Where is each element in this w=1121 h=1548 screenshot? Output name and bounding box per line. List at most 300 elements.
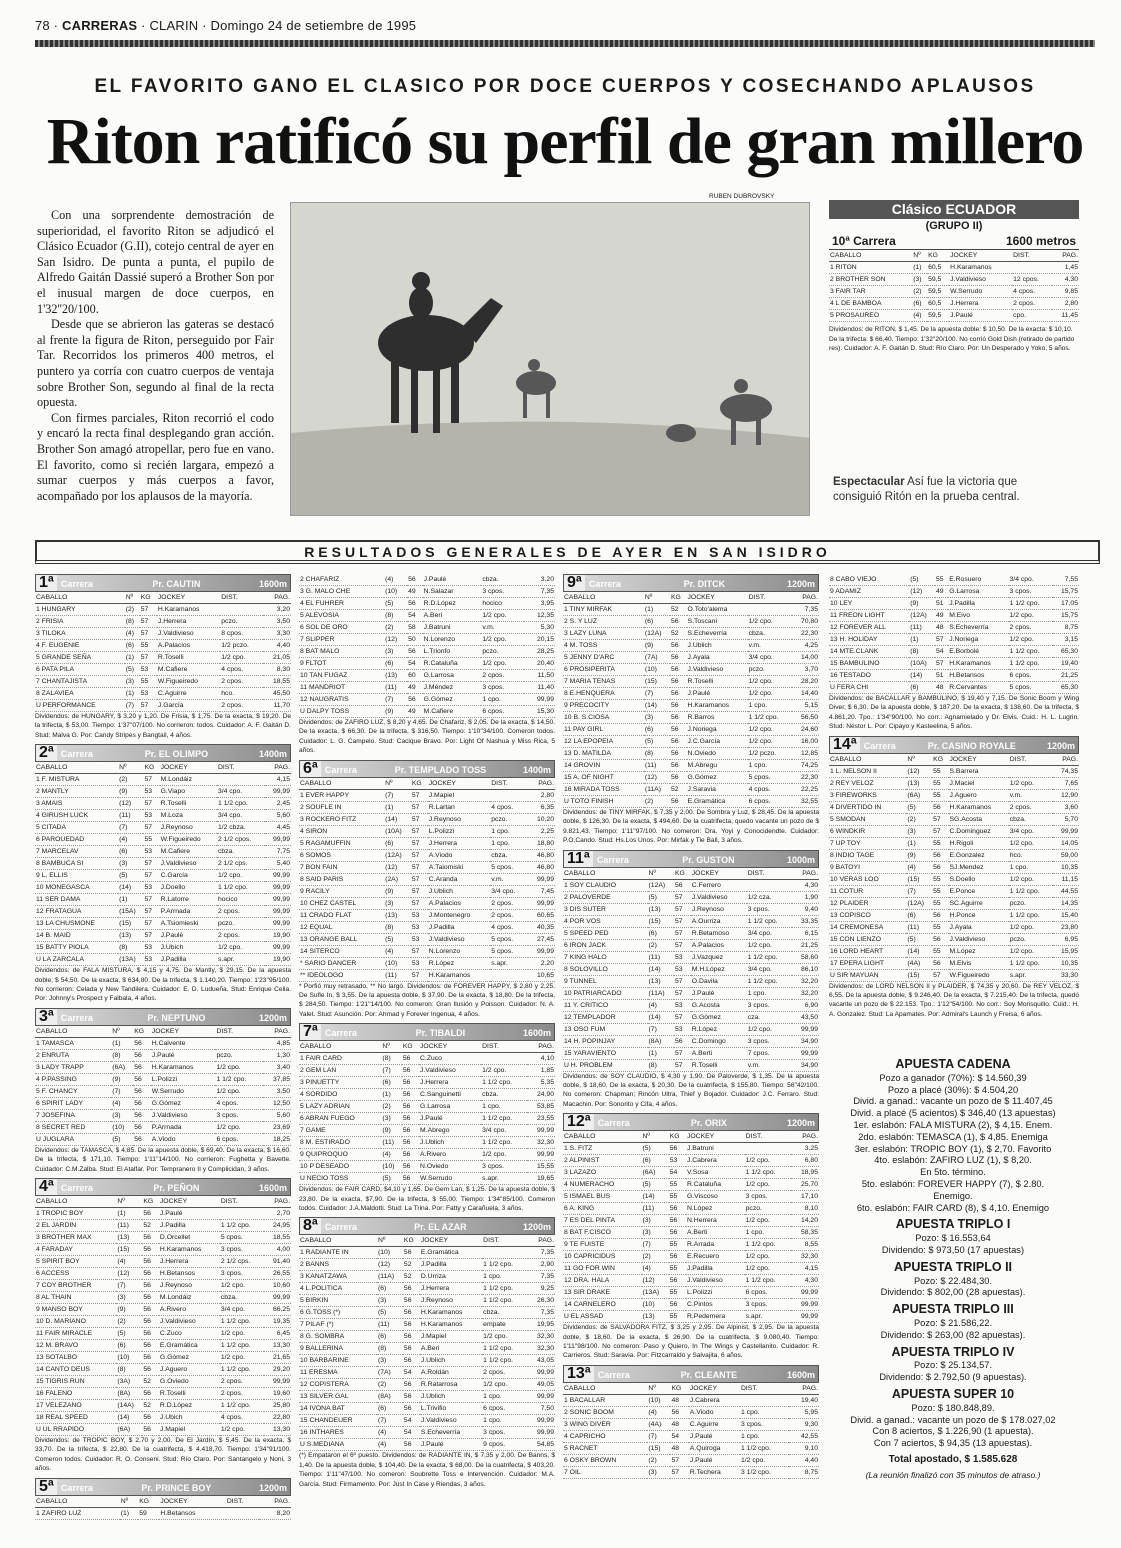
- payout: 32,30: [791, 1251, 819, 1263]
- race-block: [35, 1478, 291, 1520]
- table-cell: 57: [411, 801, 428, 813]
- table-cell: 1/2 cpo.: [748, 676, 793, 688]
- table-cell: S.Echeverría: [687, 628, 748, 640]
- table-cell: 1/2 cpo.: [482, 1331, 528, 1343]
- table-cell: (3): [906, 825, 932, 837]
- table-cell: 56: [403, 1307, 420, 1319]
- horse-name: 1 ZAFIRO LUZ: [35, 1507, 120, 1519]
- table-cell: 2 cpos.: [481, 670, 524, 682]
- horse-name: 11 COTUR: [829, 885, 906, 897]
- horse-name: 12 DRA. HALA: [563, 1275, 642, 1287]
- col-header: DIST.: [481, 1041, 527, 1053]
- race-photo: [290, 202, 810, 516]
- horse-name: U NECIO TOSS: [299, 1173, 381, 1185]
- table-cell: (2): [377, 1379, 403, 1391]
- table-cell: 49: [935, 610, 948, 622]
- table-row: [35, 918, 291, 930]
- horse-name: 13 SOTALBO: [35, 1352, 116, 1364]
- table-cell: 1 1/2 cpo.: [1009, 885, 1053, 897]
- horse-name: 16 FALENO: [35, 1388, 116, 1400]
- table-cell: 1 cpo.: [482, 1391, 528, 1403]
- table-row: [563, 891, 819, 903]
- table-cell: pczo.: [1009, 897, 1053, 909]
- payout: 15,55: [527, 1161, 555, 1173]
- bet-line: Pozo a placé (30%): $ 4.504,20: [887, 1084, 1019, 1095]
- bet-title: APUESTA SUPER 10: [891, 1386, 1015, 1401]
- table-cell: 55: [932, 897, 948, 909]
- horse-name: 2 S. Y LUZ: [563, 616, 644, 628]
- table-row: [299, 706, 555, 718]
- table-cell: J.Paulé: [689, 1454, 740, 1466]
- table-cell: G.Gómez: [151, 1097, 216, 1109]
- table-cell: 56: [403, 1295, 420, 1307]
- bet-line: Dividendo: $ 973,50 (17 apuestas): [881, 1244, 1025, 1255]
- table-cell: 57: [935, 658, 948, 670]
- race-table: [299, 574, 555, 718]
- table-cell: 56: [402, 1077, 419, 1089]
- table-row: [563, 1167, 819, 1179]
- table-row: [563, 712, 819, 724]
- horse-name: U FERA CHI: [829, 682, 909, 694]
- table-row: [299, 825, 555, 837]
- table-cell: 56: [669, 1299, 686, 1311]
- table-cell: hco.: [220, 688, 263, 700]
- table-row: [35, 954, 291, 966]
- table-cell: 2 cpos.: [1012, 298, 1052, 310]
- table-cell: 3 cpos.: [220, 1268, 265, 1280]
- bet-title: APUESTA CADENA: [895, 1057, 1011, 1071]
- table-row: [35, 1220, 291, 1232]
- payout: 91,40: [264, 1256, 291, 1268]
- table-cell: 5 cpos.: [748, 772, 793, 784]
- table-cell: 1/2 cpo.: [215, 1061, 262, 1073]
- horse-name: 3 LADY TRAPP: [35, 1061, 111, 1073]
- payout: 33,35: [792, 915, 819, 927]
- horse-name: 10 CAPRICIDUS: [563, 1251, 642, 1263]
- table-cell: [490, 969, 528, 981]
- table-cell: 1 1/2 cpo.: [481, 1137, 527, 1149]
- horse-name: 4 L.POLITICA: [299, 1283, 377, 1295]
- table-row: [299, 801, 555, 813]
- table-header-row: [299, 1235, 555, 1247]
- table-cell: J.Valdivieso: [160, 858, 217, 870]
- table-cell: 56: [407, 694, 423, 706]
- table-cell: 56: [402, 1089, 419, 1101]
- horse-name: 7 JOSEFINA: [35, 1109, 111, 1121]
- table-cell: 48: [935, 622, 948, 634]
- table-row: [299, 1415, 555, 1427]
- headline: Riton ratificó su perfil de gran millero: [46, 105, 1084, 178]
- payout: 10,65: [528, 969, 555, 981]
- payout: 17,05: [1053, 598, 1079, 610]
- table-cell: cbza.: [1009, 813, 1053, 825]
- col-header: DIST.: [220, 592, 263, 604]
- table-cell: A.Beri: [420, 1343, 482, 1355]
- table-cell: J.Paulé: [949, 310, 1012, 322]
- table-cell: 56: [403, 1319, 420, 1331]
- payout: 5,15: [792, 700, 819, 712]
- table-cell: (7A): [644, 652, 670, 664]
- table-cell: (6A): [642, 1167, 669, 1179]
- table-cell: (12): [384, 634, 407, 646]
- payout: 14,40: [792, 688, 819, 700]
- horse-name: 4 SORDIDO: [299, 1089, 381, 1101]
- horse-name: U DALPY TOSS: [299, 706, 384, 718]
- table-header-row: [829, 754, 1079, 766]
- table-cell: J.Ubich: [159, 1412, 220, 1424]
- payout: 66,25: [264, 1304, 291, 1316]
- table-cell: 56: [142, 1316, 159, 1328]
- horse-name: 9 FLTOT: [299, 658, 384, 670]
- bet-line: 5to. eslabón: FOREVER HAPPY (7), $ 2.80.: [861, 1178, 1045, 1189]
- table-cell: S.Echeverría: [948, 622, 1008, 634]
- table-cell: [215, 1037, 262, 1049]
- payout: 29,20: [264, 1364, 291, 1376]
- table-cell: (11): [116, 1220, 142, 1232]
- table-body: [563, 1394, 819, 1478]
- table-row: [563, 1394, 819, 1406]
- table-cell: (2): [118, 774, 143, 786]
- table-cell: 53: [411, 957, 428, 969]
- page-number: 78: [35, 18, 50, 33]
- table-row: [563, 903, 819, 915]
- table-cell: 53: [411, 909, 428, 921]
- table-cell: 1 1/2 cpo.: [220, 1340, 265, 1352]
- race-prize: Pr. PRINCE BOY: [141, 1482, 212, 1493]
- table-cell: (3): [384, 646, 407, 658]
- horse-name: 5 RAGAMUFFIN: [299, 837, 384, 849]
- table-row: [563, 915, 819, 927]
- payout: 74,25: [792, 760, 819, 772]
- table-row: [563, 1454, 819, 1466]
- horse-name: 9 MANSO BOY: [35, 1304, 116, 1316]
- horse-name: 2 PALOVERDE: [563, 891, 648, 903]
- table-cell: 1/2 cpo.: [747, 1023, 792, 1035]
- table-row: [35, 688, 291, 700]
- payout: 3,60: [1053, 801, 1079, 813]
- horse-name: 4 EL FUHRER: [299, 598, 384, 610]
- race-header: [563, 574, 819, 592]
- table-cell: 4 cpos.: [748, 784, 793, 796]
- horse-name: 7 BON FAIN: [299, 861, 384, 873]
- table-cell: (5): [384, 598, 407, 610]
- table-cell: (4): [912, 310, 927, 322]
- table-row: [563, 1047, 819, 1059]
- table-cell: H.Karamanos: [949, 262, 1012, 274]
- table-cell: (11A): [648, 987, 674, 999]
- table-cell: J.Valdivieso: [691, 891, 747, 903]
- table-cell: (6): [377, 1403, 403, 1415]
- payout: 21,25: [792, 939, 819, 951]
- payout: 1,90: [792, 891, 819, 903]
- table-row: [35, 1037, 291, 1049]
- payout: 19,95: [528, 1319, 555, 1331]
- table-cell: 1/2 cpo.: [1009, 610, 1053, 622]
- col-header: DIST.: [747, 868, 792, 880]
- col-header: CABALLO: [563, 592, 644, 604]
- table-cell: 56: [142, 1424, 159, 1436]
- table-cell: A.Quiroga: [689, 1442, 740, 1454]
- horse-name: 3 ROCKERO FITZ: [299, 813, 384, 825]
- race-prize: Pr. GUSTON: [682, 854, 735, 865]
- table-cell: s.apr.: [481, 1173, 527, 1185]
- payout: 99,99: [528, 1391, 555, 1403]
- horse-name: 2 MANTLY: [35, 786, 118, 798]
- table-cell: (11): [118, 810, 143, 822]
- table-cell: 56: [402, 1113, 419, 1125]
- payout: 19,90: [265, 954, 291, 966]
- table-cell: J.Herrera: [428, 837, 490, 849]
- horse-name: 7 MARIA TENAS: [563, 676, 644, 688]
- table-cell: J.Valdivieso: [157, 628, 220, 640]
- table-cell: 1 1/2 cpo.: [482, 1259, 528, 1271]
- col-header: CABALLO: [563, 1383, 647, 1395]
- race-header: [35, 1478, 291, 1496]
- table-cell: 57: [143, 906, 159, 918]
- lead-article: [37, 208, 274, 504]
- table-cell: (5): [381, 1173, 401, 1185]
- table-cell: L.Polizzi: [151, 1073, 216, 1085]
- table-cell: 57: [143, 870, 159, 882]
- table-cell: 1/2 cpo.: [1009, 921, 1053, 933]
- race-label: Carrera: [60, 1183, 93, 1194]
- table-cell: 3 cpos.: [747, 999, 792, 1011]
- table-cell: (1): [384, 801, 411, 813]
- horse-name: 6 ABRAN FUEGO: [299, 1113, 381, 1125]
- table-cell: (15): [644, 676, 670, 688]
- table-cell: 48: [670, 1442, 688, 1454]
- horse-name: 4 SIRON: [299, 825, 384, 837]
- table-cell: (3): [118, 858, 143, 870]
- table-cell: 56: [407, 574, 423, 586]
- table-row: [35, 1364, 291, 1376]
- table-cell: (11): [909, 622, 935, 634]
- payout: 7,35: [524, 586, 555, 598]
- table-row: [35, 1085, 291, 1097]
- table-cell: G.Larrosa: [948, 586, 1008, 598]
- horse-name: 2 SOUFLE IN: [299, 801, 384, 813]
- table-cell: 60: [407, 670, 423, 682]
- col-header: JOCKEY: [686, 1131, 745, 1143]
- table-row: [299, 1355, 555, 1367]
- table-row: [829, 765, 1079, 777]
- table-row: [563, 748, 819, 760]
- payout: 32,30: [528, 1343, 555, 1355]
- table-cell: 1 cpo.: [740, 1406, 789, 1418]
- table-cell: (8): [644, 748, 670, 760]
- table-cell: 56: [403, 1247, 420, 1259]
- table-cell: J.Ublich: [687, 640, 748, 652]
- table-cell: 2 cpos.: [220, 676, 263, 688]
- table-cell: (3): [125, 676, 140, 688]
- horse-name: 4 NUMERACHO: [563, 1179, 642, 1191]
- table-row: [299, 1319, 555, 1331]
- horse-name: 16 LORD HEART: [829, 945, 906, 957]
- horse-name: 10 VERAS LOO: [829, 873, 906, 885]
- table-cell: 56: [142, 1340, 159, 1352]
- table-cell: (4): [377, 1427, 403, 1439]
- table-cell: 4 cpos.: [215, 1097, 262, 1109]
- horse-name: 5 LAZY ADRIAN: [299, 1101, 381, 1113]
- table-cell: 3/4 cpo.: [747, 927, 792, 939]
- table-cell: (4): [381, 1149, 401, 1161]
- payout: 99,99: [528, 873, 555, 885]
- col-header: CABALLO: [563, 1131, 642, 1143]
- table-cell: 56: [402, 1065, 419, 1077]
- race-label: Carrera: [597, 1118, 630, 1129]
- table-row: [829, 682, 1079, 694]
- table-row: [35, 942, 291, 954]
- horse-name: 6 ACCESS: [35, 1268, 116, 1280]
- table-cell: (8): [381, 1053, 401, 1065]
- payout: 19,65: [527, 1173, 555, 1185]
- header-rule: [35, 40, 1095, 47]
- col-header: JOCKEY: [687, 592, 748, 604]
- table-cell: (8): [648, 1059, 674, 1071]
- table-cell: G.Gómez: [159, 1352, 220, 1364]
- table-row: [299, 909, 555, 921]
- table-row: [563, 616, 819, 628]
- table-row: [829, 849, 1079, 861]
- race-notes: Dividendos: de LORD NELSON II y PLAIDER, $ 74,35 y 20,60. De REY VELOZ, $ 6,55. De la apuesta doble, $ 9.246,40. De la exacta, $ 7.215,40. De la trifecta, quedó vacante un pozo de $ 22.153. Tpo.: 1'12''54/100. No corr.: Soy Morisquillo. Cuid.: H. A. Gonzalez. Stud: La Apamates. Por: Admiral's Launch y Freisa, 6 años.: [829, 982, 1079, 1018]
- table-cell: 55: [669, 1179, 686, 1191]
- table-cell: J.Reynoso: [428, 813, 490, 825]
- table-cell: 1 1/2 cpo.: [747, 975, 792, 987]
- table-cell: pczo.: [748, 664, 793, 676]
- table-cell: R.Ratarrosa: [420, 1379, 482, 1391]
- table-cell: (14A): [116, 1400, 142, 1412]
- table-cell: J.Valdivieso: [151, 1109, 216, 1121]
- clasico-group: (GRUPO II): [925, 220, 983, 232]
- table-cell: (5): [906, 801, 932, 813]
- table-row: [563, 1143, 819, 1155]
- results-banner: RESULTADOS GENERALES DE AYER EN SAN ISIDRO: [35, 540, 1100, 564]
- table-cell: (14): [648, 963, 674, 975]
- table-cell: 56: [142, 1364, 159, 1376]
- table-cell: 57: [932, 813, 948, 825]
- col-header: Nº: [912, 250, 927, 262]
- race-distance: 1600m: [522, 1028, 551, 1039]
- race-table: [829, 574, 1079, 694]
- payout: 99,99: [791, 1311, 819, 1323]
- race-notes: (*) Empataron el 6º puesto. Dividendos: de RADIANTE IN, $ 7,35 y 2,00. De Banns, $ 1,40. De la apuesta doble, $ 104,40. De la exacta, $ 68,00. De la cuatrifecta, $ 403,20. Tiempo: 1'11''47/100. No comeron: Soubrette Toss e Intervención. Cuidador: M.A. García. Stud: Firmamento. Por: Just In Case y Riendas, 3 años.: [299, 1452, 555, 1488]
- horse-name: 5 GRANDE SEÑA: [35, 652, 125, 664]
- table-cell: (6): [912, 298, 927, 310]
- table-cell: (2): [125, 604, 140, 616]
- table-cell: 1 1/2 cpo.: [482, 1295, 528, 1307]
- payout: 58,35: [791, 1227, 819, 1239]
- table-cell: 55: [143, 834, 159, 846]
- table-cell: 55: [140, 676, 157, 688]
- table-cell: 1 cpo.: [481, 694, 524, 706]
- bet-line: Pozo: $ 22.484,30.: [913, 1275, 993, 1286]
- table-cell: (4): [647, 1406, 670, 1418]
- table-cell: 1/2 cpo.: [1009, 634, 1053, 646]
- payout: 12,90: [1053, 789, 1079, 801]
- table-cell: (12): [377, 1259, 403, 1271]
- table-cell: 57: [670, 1454, 688, 1466]
- payout: 5,60: [263, 1109, 291, 1121]
- horse-name: 4 P.PASSING: [35, 1073, 111, 1085]
- col-header: Nº: [644, 592, 670, 604]
- table-cell: (2): [912, 286, 927, 298]
- table-row: [299, 873, 555, 885]
- table-cell: 55: [932, 873, 948, 885]
- table-cell: (8): [118, 942, 143, 954]
- table-cell: hocico: [481, 598, 524, 610]
- table-cell: 54: [403, 1415, 420, 1427]
- table-cell: E.Gramática: [687, 796, 748, 808]
- horse-name: 11 GO FOR WIN: [563, 1263, 642, 1275]
- table-cell: 1 1/2 cpo.: [482, 1343, 528, 1355]
- payout: 8,75: [1053, 622, 1079, 634]
- col-header: PAG.: [264, 1196, 291, 1208]
- table-cell: pczo.: [220, 616, 263, 628]
- table-cell: 6 cpos.: [1009, 670, 1053, 682]
- table-cell: (12): [644, 772, 670, 784]
- table-cell: (13): [384, 670, 407, 682]
- table-cell: 3 cpos.: [481, 1161, 527, 1173]
- table-cell: 56: [669, 1227, 686, 1239]
- table-cell: J.Ayala: [949, 921, 1009, 933]
- horse-name: 13 LA CHUSMONE: [35, 918, 118, 930]
- table-cell: 56: [133, 1097, 151, 1109]
- table-row: [563, 652, 819, 664]
- payout: 18,80: [528, 837, 555, 849]
- race-distance: 1400m: [258, 749, 287, 760]
- table-cell: J.Mapiel: [428, 789, 490, 801]
- table-cell: (6): [644, 616, 670, 628]
- table-cell: 56: [932, 801, 948, 813]
- table-cell: (7A): [377, 1367, 403, 1379]
- table-row: [35, 1244, 291, 1256]
- payout: 24,95: [264, 1220, 291, 1232]
- photo-credit: RUBEN DUBROVSKY: [709, 193, 775, 200]
- table-cell: 1/2 cpo.: [482, 1379, 528, 1391]
- table-cell: 57: [140, 604, 157, 616]
- table-row: [299, 1403, 555, 1415]
- table-cell: (6): [381, 1077, 401, 1089]
- table-row: [299, 574, 555, 586]
- race-block: [829, 736, 1079, 1020]
- table-cell: cbza.: [490, 849, 528, 861]
- table-cell: S.Doello: [949, 873, 1009, 885]
- col-header: PAG.: [259, 1496, 291, 1508]
- payout: 32,30: [527, 1137, 555, 1149]
- table-cell: 1 1/2 cpo.: [215, 1073, 262, 1085]
- table-cell: (9): [906, 849, 932, 861]
- table-cell: 55: [932, 921, 948, 933]
- table-cell: M.Elvis: [949, 957, 1009, 969]
- race-label: Carrera: [863, 740, 896, 751]
- table-cell: 57: [143, 774, 159, 786]
- table-cell: 4 cpos.: [1012, 286, 1052, 298]
- table-cell: 56: [142, 1352, 159, 1364]
- payout: 11,15: [1053, 873, 1079, 885]
- race-header: [563, 1113, 819, 1131]
- table-cell: 1/2 cza.: [747, 891, 792, 903]
- table-cell: (4): [116, 1256, 142, 1268]
- table-cell: pczo.: [215, 1049, 262, 1061]
- table-cell: 1 1/2 cpo.: [217, 882, 265, 894]
- table-cell: 56: [133, 1061, 151, 1073]
- payout: 33,30: [1053, 969, 1079, 981]
- table-row: [299, 1379, 555, 1391]
- table-row: [563, 1239, 819, 1251]
- table-cell: (6): [377, 1331, 403, 1343]
- table-cell: 5 cpos.: [490, 945, 528, 957]
- horse-name: 7 GAME: [299, 1125, 381, 1137]
